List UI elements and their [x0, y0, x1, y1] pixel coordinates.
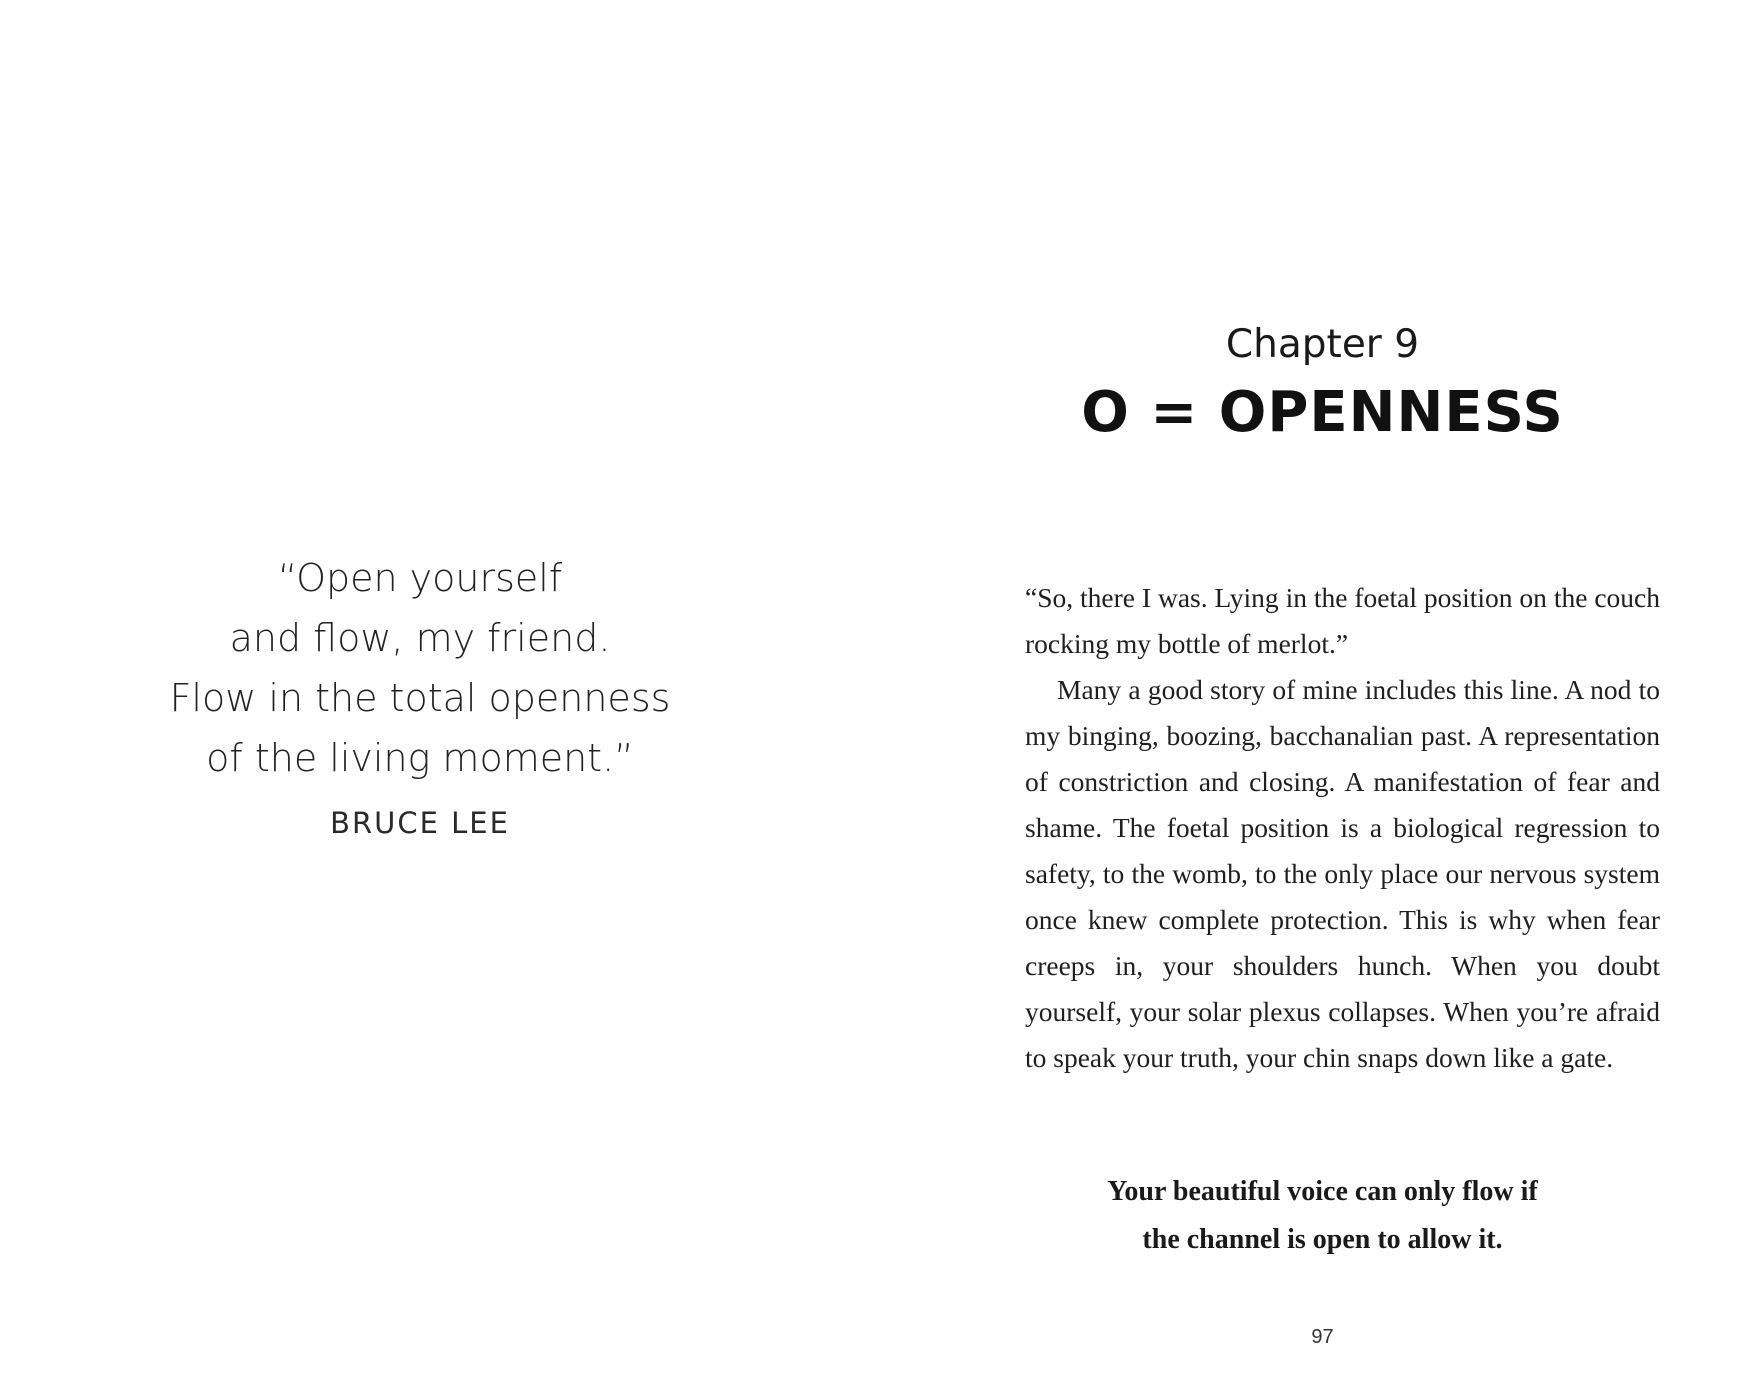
page-number: 97 — [1311, 1326, 1334, 1348]
chapter-body — [1025, 575, 1660, 1081]
pull-quote-line: the channel is open to allow it. — [1142, 1224, 1503, 1255]
chapter-heading — [895, 320, 1750, 446]
epigraph-line: and flow, my friend. — [229, 616, 611, 660]
body-paragraph: Many a good story of mine includes this line. A nod to my binging, boozing, bacchanalian past. A representation of constriction and closing. A manifestation of fear and shame. The foetal position is a biological regression to safety, to the womb, to the only place our nervous system once knew complete protection. This is why when fear creeps in, your shoulders hunch. When you doubt yourself, your solar plexus collapses. When you’re afraid to speak your truth, your chin snaps down like a gate. — [1025, 674, 1660, 1073]
right-page — [895, 0, 1750, 1400]
epigraph-line: “Open yourself — [277, 556, 563, 600]
epigraph-author: BRUCE LEE — [330, 806, 510, 840]
epigraph-line: of the living moment.” — [206, 736, 634, 780]
chapter-title: O = OPENNESS — [1081, 380, 1564, 445]
body-paragraph: “So, there I was. Lying in the foetal position on the couch rocking my bottle of merlot.” — [1025, 582, 1660, 659]
left-page — [0, 0, 855, 1400]
pull-quote — [895, 1168, 1750, 1264]
pull-quote-line: Your beautiful voice can only flow if — [1107, 1176, 1538, 1207]
epigraph-line: Flow in the total openness — [169, 676, 671, 720]
chapter-label: Chapter 9 — [1225, 322, 1420, 367]
epigraph — [80, 548, 760, 840]
